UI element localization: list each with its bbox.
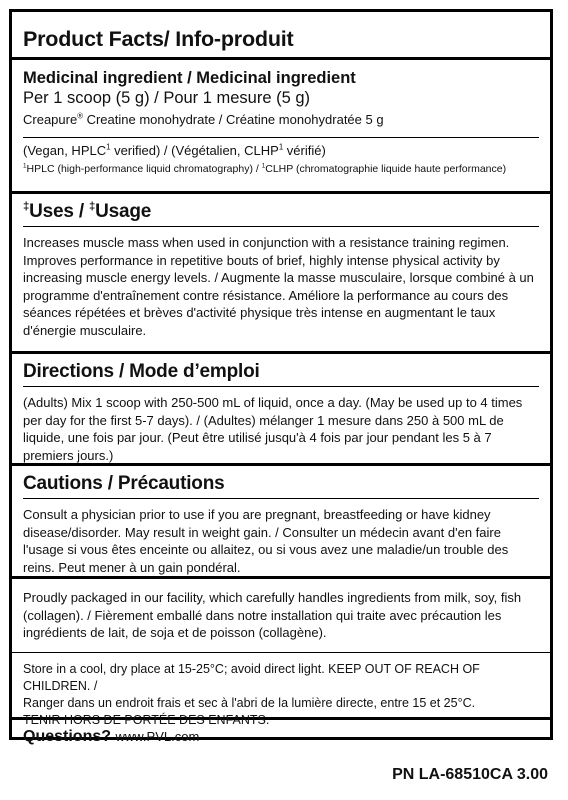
storage-line-1: Store in a cool, dry place at 15-25°C; avoid direct light. KEEP OUT OF REACH OF CHILDREN. / bbox=[23, 662, 480, 693]
allergen-section bbox=[12, 579, 550, 653]
uses-section bbox=[12, 194, 550, 354]
storage-line-3: TENIR HORS DE PORTÉE DES ENFANTS. bbox=[23, 713, 270, 727]
questions-label: Questions? bbox=[23, 728, 112, 745]
medicinal-section bbox=[12, 60, 550, 194]
part-number: PN LA-68510CA 3.00 bbox=[392, 766, 548, 783]
medicinal-heading: Medicinal ingredient / Medicinal ingredient bbox=[23, 69, 356, 87]
hplc-footnote: $^1$HPLC (high-performance liquid chromatography) / $^1$CLHP (chromatographie liquide haute performance) bbox=[23, 162, 507, 175]
ingredient-line: Creapure® Creatine monohydrate / Créatine monohydratée 5 g bbox=[23, 111, 384, 127]
ingredient-divider bbox=[23, 137, 539, 138]
cautions-text: Consult a physician prior to use if you are pregnant, breastfeeding or have kidney disease/disorder. May result in weight gain. / Consulter un médecin avant d'en faire l'usage si vous êtes enceinte ou allaitez, ou si vous avez une maladie/un trouble des reins. Peut mener à un gain pondéral. bbox=[23, 507, 509, 575]
cautions-section bbox=[12, 466, 550, 579]
cautions-divider bbox=[23, 498, 539, 499]
uses-text: Increases muscle mass when used in conjunction with a resistance training regimen. Improves performance in repetitive bouts of brief, highly intense physical activity by increasing muscle energy levels. / Augmente la masse musculaire, lorsque combiné à un programme d'entraînement contre résistance. Améliore la performance au cours des séances répétées et brèves d'activité physique très intense en augmentant le taux d'énergie musculaire. bbox=[23, 235, 534, 338]
uses-divider bbox=[23, 226, 539, 227]
allergen-text: Proudly packaged in our facility, which carefully handles ingredients from milk, soy, fish (collagen). / Fièrement emballé dans notre installation qui traite avec précaution les ingrédients de lait, de soja et de poisson (collagène). bbox=[23, 590, 522, 640]
title-section bbox=[12, 12, 550, 60]
product-facts-panel bbox=[9, 9, 553, 745]
directions-text: (Adults) Mix 1 scoop with 250-500 mL of liquid, once a day. (May be used up to 4 times per day for the first 5-7 days). / (Adultes) mélanger 1 mesure dans 250 à 500 mL de liquide, une fois par jour. (Peut être utilisé jusqu'à 4 fois par jour pendant les 5 à 7 premiers jours.) bbox=[23, 395, 523, 463]
directions-section bbox=[12, 354, 550, 466]
serving-size: Per 1 scoop (5 g) / Pour 1 mesure (5 g) bbox=[23, 89, 311, 107]
questions-section bbox=[12, 720, 550, 745]
website-link[interactable]: www.PVL.com bbox=[115, 729, 200, 744]
directions-heading: Directions / Mode d’emploi bbox=[23, 361, 260, 382]
uses-heading: ‡Uses / ‡Usage bbox=[23, 200, 152, 222]
directions-divider bbox=[23, 386, 539, 387]
storage-line-2: Ranger dans un endroit frais et sec à l'abri de la lumière directe, entre 15 et 25°C. bbox=[23, 696, 476, 710]
vegan-note: (Vegan, HPLC$^1$ verified) / (Végétalien, CLHP$^1$ vérifié) bbox=[23, 142, 326, 158]
page-title: Product Facts/ Info-produit bbox=[23, 27, 294, 51]
storage-section bbox=[12, 653, 550, 727]
cautions-heading: Cautions / Précautions bbox=[23, 473, 225, 494]
